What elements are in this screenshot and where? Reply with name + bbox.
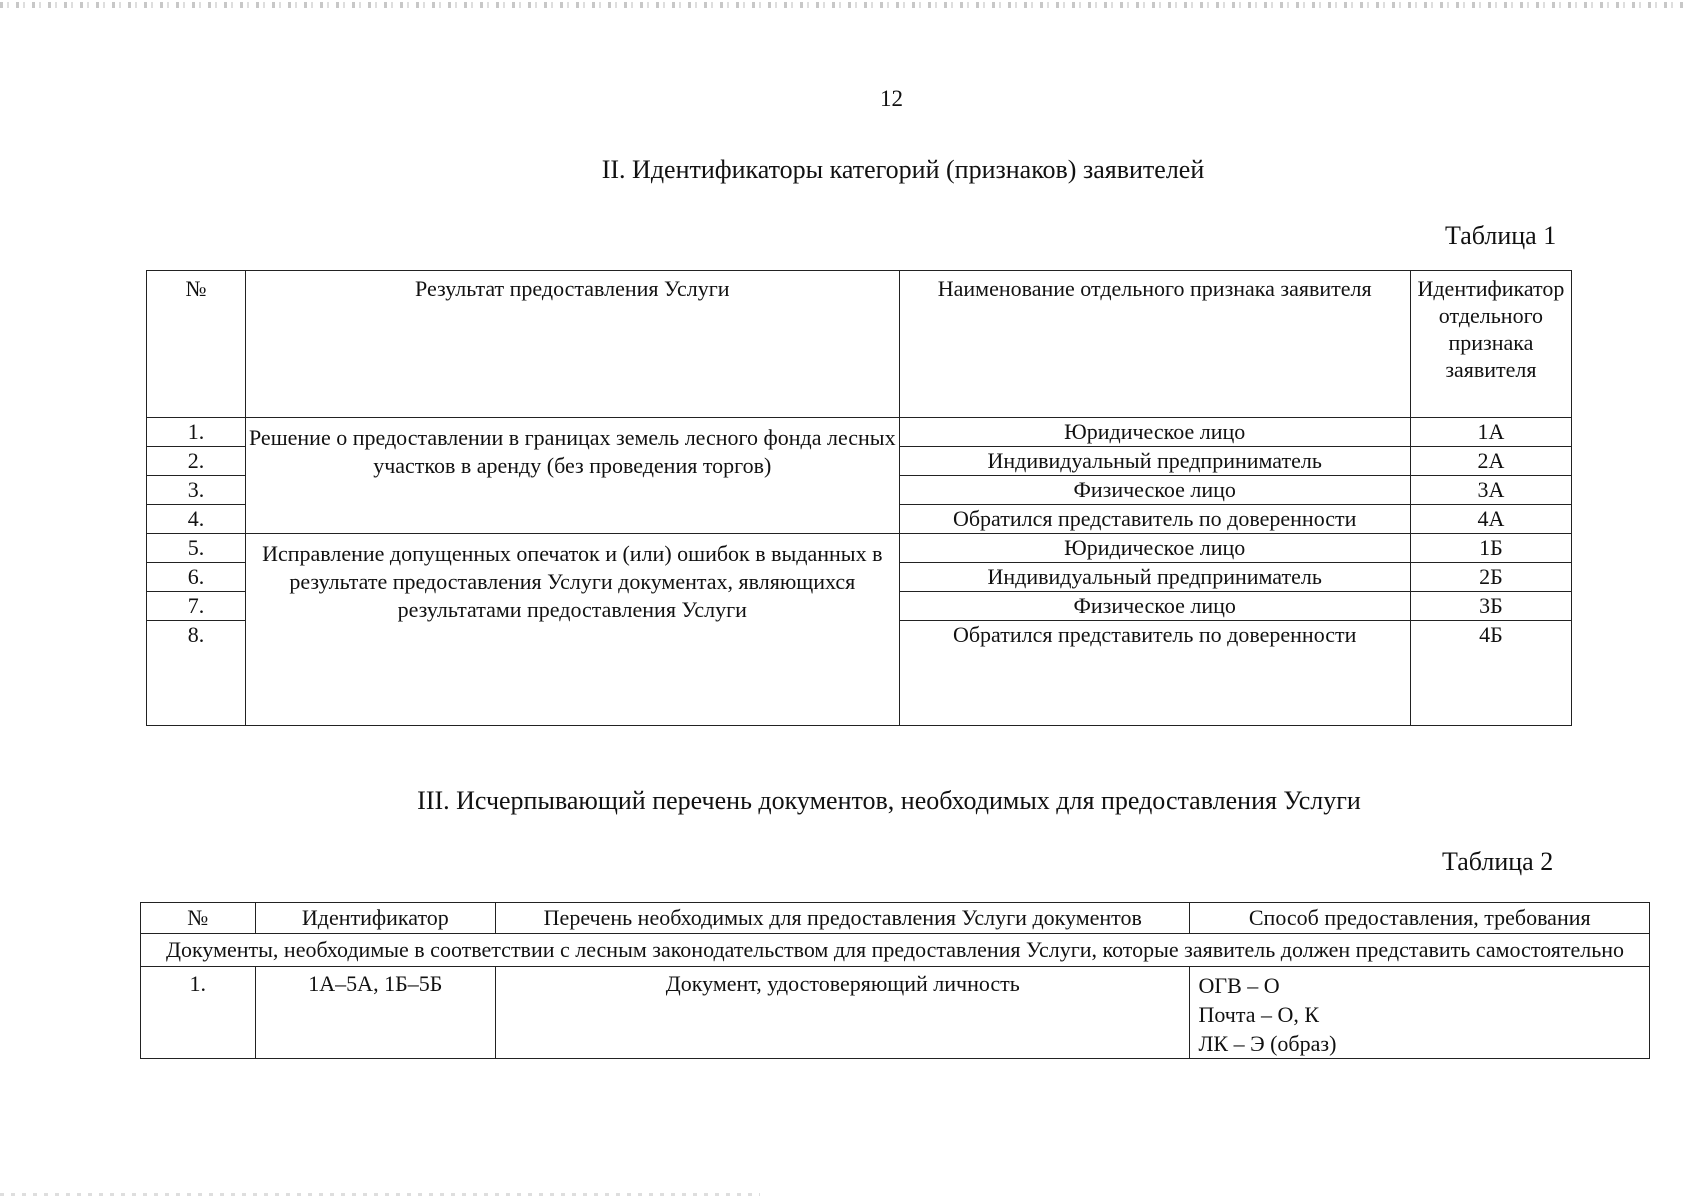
result-cell: Исправление допущенных опечаток и (или) ошибок в выданных в результате предоставления Услуги документах, являющихся результатами предоставления Услуги bbox=[246, 534, 899, 726]
row-identifier: 1А–5А, 1Б–5Б bbox=[255, 967, 496, 1059]
attribute-id: 1А bbox=[1410, 418, 1571, 447]
table-row bbox=[147, 418, 1572, 447]
row-number: 3. bbox=[147, 476, 246, 505]
row-number: 2. bbox=[147, 447, 246, 476]
col-header-identifier: Идентификатор bbox=[255, 903, 496, 934]
col-header-result: Результат предоставления Услуги bbox=[246, 271, 899, 418]
row-number: 1. bbox=[147, 418, 246, 447]
col-header-attribute-id: Идентификатор отдельного признака заявителя bbox=[1410, 271, 1571, 418]
row-document: Документ, удостоверяющий личность bbox=[496, 967, 1190, 1059]
table-row bbox=[147, 534, 1572, 563]
row-number: 7. bbox=[147, 592, 246, 621]
attribute-id: 2А bbox=[1410, 447, 1571, 476]
result-cell: Решение о предоставлении в границах земель лесного фонда лесных участков в аренду (без проведения торгов) bbox=[246, 418, 899, 534]
method-line: ЛК – Э (образ) bbox=[1198, 1031, 1337, 1056]
method-line: ОГВ – О bbox=[1198, 973, 1280, 998]
row-number: 1. bbox=[141, 967, 256, 1059]
scan-edge-bottom bbox=[0, 1193, 760, 1196]
col-header-number: № bbox=[141, 903, 256, 934]
table-1-header-row bbox=[147, 271, 1572, 418]
method-line: Почта – О, К bbox=[1198, 1002, 1320, 1027]
row-number: 4. bbox=[147, 505, 246, 534]
row-number: 5. bbox=[147, 534, 246, 563]
attribute-name: Физическое лицо bbox=[899, 592, 1410, 621]
row-number: 8. bbox=[147, 621, 246, 726]
table-row bbox=[141, 967, 1650, 1059]
attribute-id: 2Б bbox=[1410, 563, 1571, 592]
attribute-id: 1Б bbox=[1410, 534, 1571, 563]
page-number: 12 bbox=[880, 86, 903, 111]
col-header-attribute-name: Наименование отдельного признака заявителя bbox=[899, 271, 1410, 418]
table-2-caption: Таблица 2 bbox=[1442, 847, 1554, 876]
attribute-name: Обратился представитель по доверенности bbox=[899, 505, 1410, 534]
section-2-heading: II. Идентификаторы категорий (признаков) заявителей bbox=[601, 155, 1205, 184]
table-2-subheading-row bbox=[141, 934, 1650, 967]
attribute-name: Юридическое лицо bbox=[899, 418, 1410, 447]
section-3-heading: III. Исчерпывающий перечень документов, необходимых для предоставления Услуги bbox=[417, 786, 1361, 815]
col-header-number: № bbox=[147, 271, 246, 418]
attribute-id: 3Б bbox=[1410, 592, 1571, 621]
col-header-submission-method: Способ предоставления, требования bbox=[1190, 903, 1650, 934]
attribute-name: Обратился представитель по доверенности bbox=[899, 621, 1410, 726]
row-number: 6. bbox=[147, 563, 246, 592]
attribute-name: Индивидуальный предприниматель bbox=[899, 447, 1410, 476]
table-1 bbox=[146, 270, 1572, 726]
table-1-caption: Таблица 1 bbox=[1445, 221, 1557, 250]
attribute-name: Юридическое лицо bbox=[899, 534, 1410, 563]
row-methods bbox=[1190, 967, 1650, 1059]
attribute-id: 3А bbox=[1410, 476, 1571, 505]
attribute-name: Физическое лицо bbox=[899, 476, 1410, 505]
scan-edge-top bbox=[0, 2, 1686, 8]
table-2-header-row bbox=[141, 903, 1650, 934]
attribute-id: 4А bbox=[1410, 505, 1571, 534]
attribute-id: 4Б bbox=[1410, 621, 1571, 726]
col-header-documents: Перечень необходимых для предоставления Услуги документов bbox=[496, 903, 1190, 934]
documents-subheading: Документы, необходимые в соответствии с лесным законодательством для предоставления Услуги, которые заявитель должен представить самостоятельно bbox=[141, 934, 1650, 967]
attribute-name: Индивидуальный предприниматель bbox=[899, 563, 1410, 592]
table-2 bbox=[140, 902, 1650, 1059]
